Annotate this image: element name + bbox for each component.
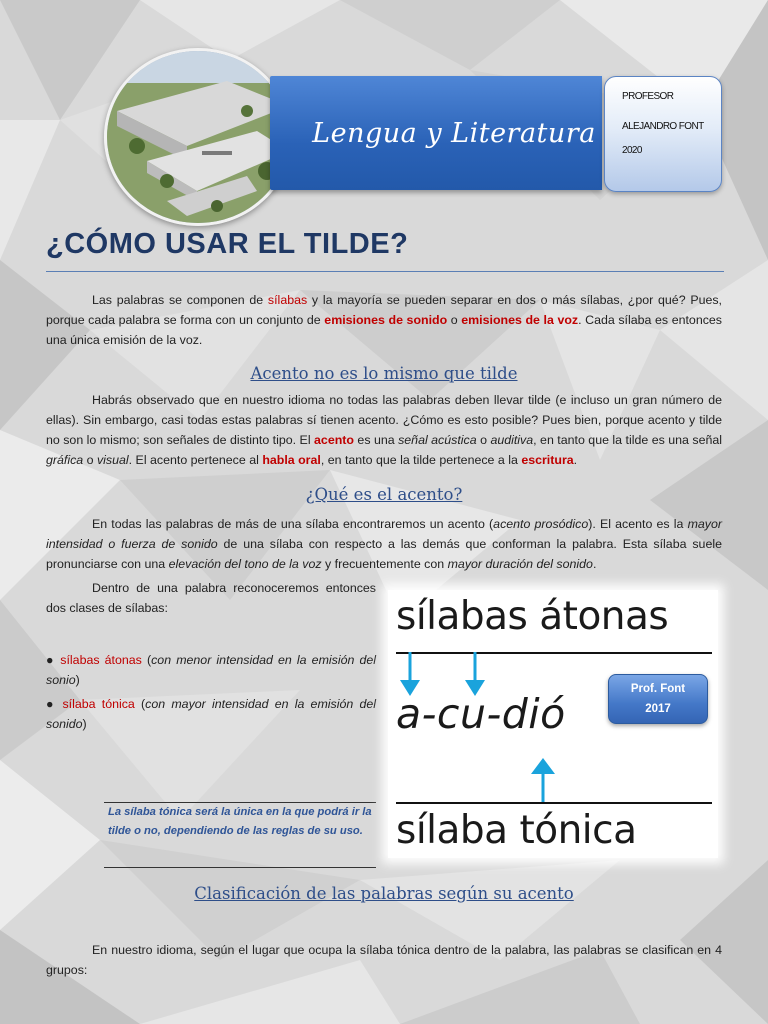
text-run: . Cada sílaba es entonces una única emisión de la voz. [46,313,722,347]
text-run: o [83,453,97,467]
text-run: Habrás observado que en nuestro idioma no todas las palabras deben llevar tilde (e incluso un gran número de ellas). Sin embargo, casi todas estas palabras sí tienen acento. ¿Cómo es esto posible? Pues bien, porque acento y tilde no son lo mismo; son señales de distinto tipo. El [46,393,722,447]
text-run: o [447,313,462,327]
badge-line: 2017 [645,703,671,715]
classes-intro-text [46,578,376,618]
italic-run: visual [96,453,129,467]
intro-paragraph [46,290,722,350]
list-item-silabas-atonas: ● sílabas átonas (con menor intensidad en la emisión del sonio) [46,653,377,687]
highlight-silabas-atonas: sílabas átonas [60,653,142,667]
note-text: La sílaba tónica será la única en la que podrá ir la tilde o no, dependiendo de las reglas de su uso. [108,806,372,837]
italic-run: con mayor intensidad en la emisión del sonido [46,697,376,731]
page-title: ¿CÓMO USAR EL TILDE? [46,228,409,260]
bullet-icon: ● [46,697,57,711]
title-underline [46,271,724,272]
text-run: , en tanto que la tilde pertenece a la [320,453,522,467]
list-item-silaba-tonica: ● sílaba tónica (con mayor intensidad en la emisión del sonido) [46,697,376,731]
section-heading-clasificacion [46,884,722,903]
text-run: de una sílaba con respecto a las demás que conforman la palabra. Esta sílaba suele pronunciarse con una [46,537,722,571]
banner-title: Lengua y Literatura [312,117,596,149]
badge-line: Prof. Font [630,683,686,695]
text-run: ). El acento es la [588,517,688,531]
highlight-escritura: escritura [521,453,574,467]
italic-run: gráfica [46,453,84,467]
italic-run: con menor intensidad en la emisión del sonio [46,653,377,687]
illustration-top-label: sílabas átonas [396,594,669,639]
school-building-photo [104,48,292,226]
section-heading-que-es-acento [46,485,722,504]
text-run: . [592,557,597,571]
italic-run: mayor duración del sonido [447,557,593,571]
clasificacion-paragraph [46,940,722,980]
highlight-habla-oral: habla oral [262,453,321,467]
text-run: En nuestro idioma, según el lugar que ocupa la sílaba tónica dentro de la palabra, las palabras se clasifican en 4 grupos: [46,943,722,977]
separator-line [396,802,712,804]
highlight-silabas: sílabas [267,293,308,307]
heading-text: ¿Qué es el acento? [305,485,463,504]
italic-run: mayor intensidad o fuerza de sonido [46,517,722,551]
heading-text: Clasificación de las palabras según su acento [194,884,574,903]
text-run: es una [353,433,399,447]
text-run: , en tanto que la tilde es una señal [533,433,722,447]
profesor-year: 2020 [622,145,642,156]
text-run: . El acento pertenece al [128,453,263,467]
text-run: Las palabras se componen de [92,293,268,307]
acento-tilde-paragraph [46,390,722,470]
profesor-label: PROFESOR [622,91,674,102]
text-run: y la mayoría se pueden separar en dos o más sílabas, ¿por qué? Pues, porque cada palabra se forma con un conjunto de [46,293,722,327]
text-run: o [476,433,491,447]
highlight-acento: acento [314,433,354,447]
teacher-info-box [604,76,722,192]
italic-run: elevación del tono de la voz [168,557,322,571]
author-badge [608,674,708,724]
subject-banner [270,76,602,190]
illustration-bottom-label: sílaba tónica [396,808,637,853]
highlight-silaba-tonica: sílaba tónica [62,697,135,711]
text-run: Dentro de una palabra reconoceremos entonces dos clases de sílabas: [46,581,376,615]
italic-run: señal acústica [398,433,477,447]
text-run: . [573,453,578,467]
text-run: En todas las palabras de más de una sílaba encontraremos un acento ( [92,517,494,531]
que-es-acento-paragraph [46,514,722,574]
profesor-name: ALEJANDRO FONT [622,121,704,132]
italic-run: acento prosódico [493,517,589,531]
highlight-emisiones-sonido: emisiones de sonido [324,313,448,327]
bullet-icon: ● [46,653,56,667]
text-run: y frecuentemente con [321,557,448,571]
section-heading-acento-tilde [46,364,722,383]
syllables-illustration [388,590,718,858]
up-arrow-icon [518,756,568,806]
italic-run: auditiva [490,433,534,447]
note-box [104,802,376,868]
heading-text: Acento no es lo mismo que tilde [250,364,518,383]
highlight-emisiones-voz: emisiones de la voz [461,313,579,327]
illustration-word: a-cu-dió [396,690,566,738]
